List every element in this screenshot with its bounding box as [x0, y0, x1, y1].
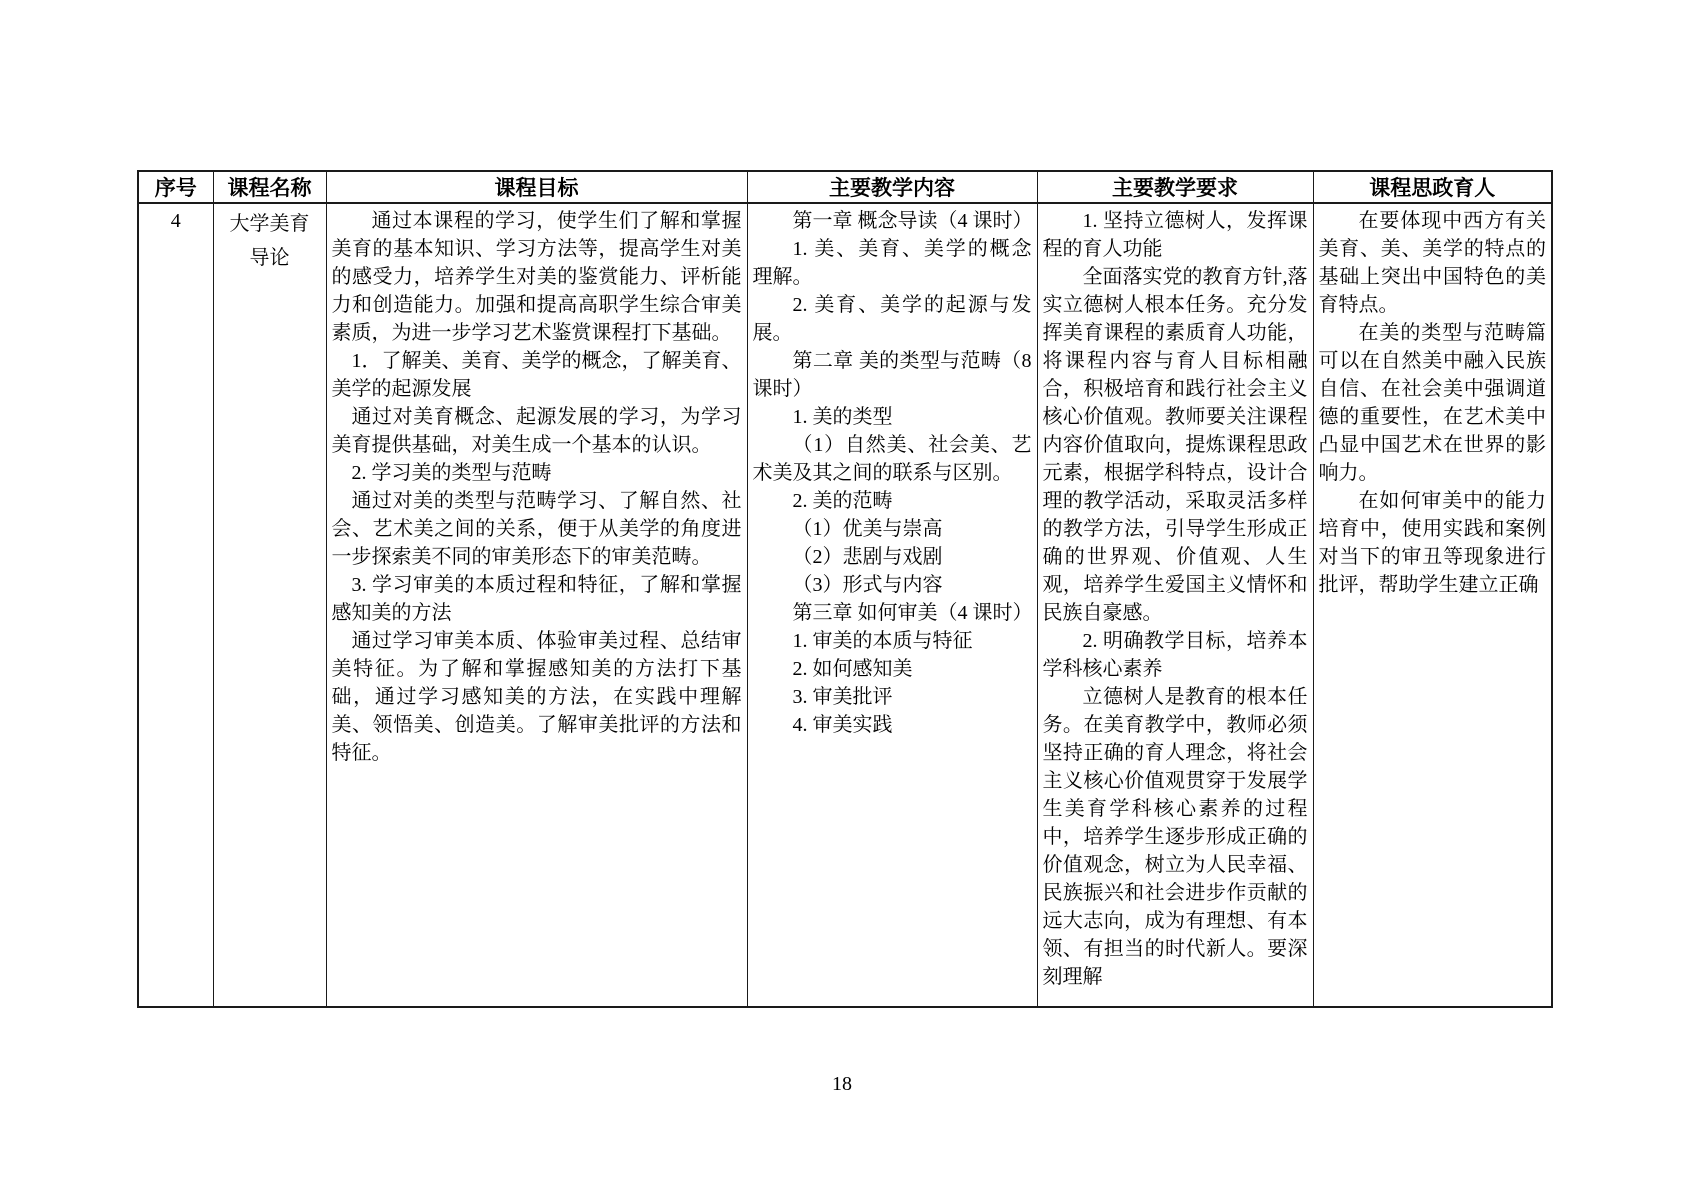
course-name [219, 207, 321, 275]
cell-teaching-content [747, 203, 1037, 1007]
paragraph: （1）优美与崇高 [792, 518, 943, 540]
table-row [138, 203, 1552, 1007]
table-header-row [138, 171, 1552, 203]
cell-course-objectives [326, 203, 747, 1007]
paragraph: 第一章 概念导读（4 课时） [792, 210, 1033, 232]
paragraph: 4. 审美实践 [792, 714, 893, 736]
paragraph: 第三章 如何审美（4 课时） [792, 602, 1033, 624]
paragraph: 1. 坚持立德树人，发挥课程的育人功能 [1042, 210, 1308, 260]
cell-serial-number: 4 [138, 203, 213, 1007]
paragraph: 1．了解美、美育、美学的概念，了解美育、美学的起源发展 [331, 350, 742, 400]
paragraph: （3）形式与内容 [792, 574, 943, 596]
paragraph: 1. 美的类型 [792, 406, 893, 428]
paragraph: 通过学习审美本质、体验审美过程、总结审美特征。为了解和掌握感知美的方法打下基础，通过学习感知美的方法，在实践中理解美、领悟美、创造美。了解审美批评的方法和特征。 [331, 630, 742, 764]
header-course-objectives: 课程目标 [326, 171, 747, 203]
header-serial-number: 序号 [138, 171, 213, 203]
page-number: 18 [832, 1073, 852, 1095]
paragraph: 在要体现中西方有关美育、美、美学的特点的基础上突出中国特色的美育特点。 [1318, 210, 1546, 316]
paragraph: 1. 美、美育、美学的概念理解。 [752, 238, 1032, 288]
paragraph: （1）自然美、社会美、艺术美及其之间的联系与区别。 [752, 434, 1032, 484]
paragraph: 通过对美的类型与范畴学习、了解自然、社会、艺术美之间的关系，便于从美学的角度进一步探索美不同的审美形态下的审美范畴。 [331, 490, 742, 568]
paragraph: 第二章 美的类型与范畴（8 课时） [752, 350, 1032, 400]
paragraph: 全面落实党的教育方针,落实立德树人根本任务。充分发挥美育课程的素质育人功能，将课程内容与育人目标相融合，积极培育和践行社会主义核心价值观。教师要关注课程内容价值取向，提炼课程思政元素，根据学科特点，设计合理的教学活动，采取灵活多样的教学方法，引导学生形成正确的世界观、价值观、人生观，培养学生爱国主义情怀和民族自豪感。 [1042, 266, 1308, 624]
paragraph: （2）悲剧与戏剧 [792, 546, 943, 568]
paragraph: 在如何审美中的能力培育中，使用实践和案例对当下的审丑等现象进行批评，帮助学生建立正确 [1318, 490, 1546, 596]
course-syllabus-table [137, 170, 1553, 1008]
paragraph: 2. 明确教学目标，培养本学科核心素养 [1042, 630, 1308, 680]
cell-teaching-requirements [1037, 203, 1313, 1007]
paragraph: 2. 美的范畴 [792, 490, 893, 512]
paragraph: 2. 美育、美学的起源与发展。 [752, 294, 1032, 344]
paragraph: 2. 如何感知美 [792, 658, 913, 680]
paragraph: 通过本课程的学习，使学生们了解和掌握美育的基本知识、学习方法等，提高学生对美的感受力，培养学生对美的鉴赏能力、评析能力和创造能力。加强和提高高职学生综合审美素质，为进一步学习艺术鉴赏课程打下基础。 [331, 210, 742, 344]
cell-ideological-education [1313, 203, 1552, 1007]
paragraph: 1. 审美的本质与特征 [792, 630, 973, 652]
paragraph: 2. 学习美的类型与范畴 [351, 462, 552, 484]
paragraph: 在美的类型与范畴篇可以在自然美中融入民族自信、在社会美中强调道德的重要性，在艺术美中凸显中国艺术在世界的影响力。 [1318, 322, 1546, 484]
paragraph: 导论 [249, 247, 290, 269]
header-teaching-content: 主要教学内容 [747, 171, 1037, 203]
paragraph: 3. 学习审美的本质过程和特征，了解和掌握感知美的方法 [331, 574, 742, 624]
paragraph: 3. 审美批评 [792, 686, 893, 708]
paragraph: 立德树人是教育的根本任务。在美育教学中，教师必须坚持正确的育人理念，将社会主义核心价值观贯穿于发展学生美育学科核心素养的过程中，培养学生逐步形成正确的价值观念，树立为人民幸福、民族振兴和社会进步作贡献的远大志向，成为有理想、有本领、有担当的时代新人。要深刻理解 [1042, 686, 1308, 988]
header-course-name: 课程名称 [213, 171, 326, 203]
paragraph: 大学美育 [229, 213, 310, 235]
header-teaching-requirements: 主要教学要求 [1037, 171, 1313, 203]
paragraph: 通过对美育概念、起源发展的学习，为学习美育提供基础，对美生成一个基本的认识。 [331, 406, 742, 456]
header-ideological-education: 课程思政育人 [1313, 171, 1552, 203]
cell-course-name [213, 203, 326, 1007]
